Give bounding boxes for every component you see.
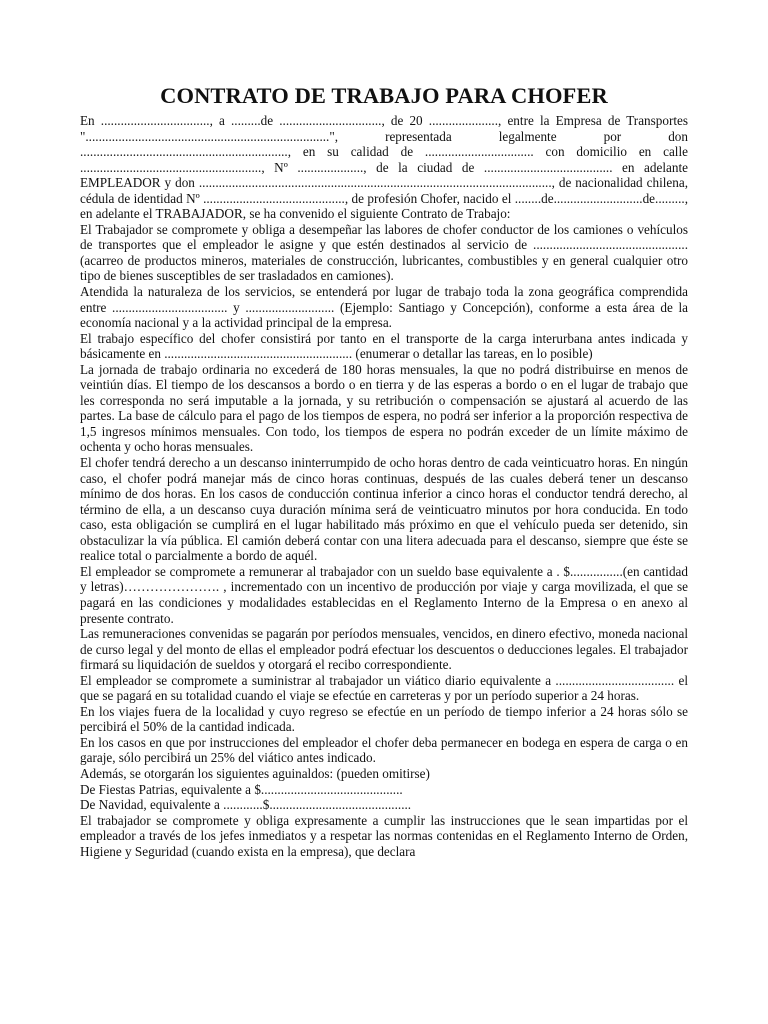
paragraph-rest-periods: El chofer tendrá derecho a un descanso ininterrumpido de ocho horas dentro de cada veinticuatro horas. En ningún caso, el chofer podrá manejar más de cinco horas continuas, después de las cuales deberá tener un descanso mínimo de dos horas. En los casos de conducción continua inferior a cinco horas el conductor tendrá derecho, al término de ella, a un descanso cuya duración mínima será de veinticuatro minutos por hora conducida. En todo caso, esta obligación se cumplirá en el lugar habilitado más próximo en que el vehículo pueda ser detenido, sin obstaculizar la vía pública. El camión deberá contar con una litera adecuada para el descanso, siempre que éste se realice total o parcialmente a bordo de aquél. [80,455,688,564]
paragraph-short-trips: En los viajes fuera de la localidad y cuyo regreso se efectúe en un período de tiempo inferior a 24 horas sólo se percibirá el 50% de la cantidad indicada. [80,703,688,735]
document-page [80,82,688,859]
paragraph-bonus-fiestas-patrias: De Fiestas Patrias, equivalente a $........................................... [80,781,403,797]
paragraph-bonuses: Además, se otorgarán los siguientes aguinaldos: (pueden omitirse) [80,765,430,781]
paragraph-obligations: El trabajador se compromete y obliga expresamente a cumplir las instrucciones que le sean impartidas por el empleador a través de los jefes inmediatos y a respetar las normas contenidas en el Reglamento Interno de Orden, Higiene y Seguridad (cuando exista en la empresa), que declara [80,812,688,859]
paragraph-parties: En ................................., a .........de ..............................., de 20 ....................., entre la Empresa de Transportes "..........................................................................", representada legalmente por don ..............................................................., en su calidad de ................................. con domicilio en calle ......................................................., Nº ...................., de la ciudad de ....................................... en adelante EMPLEADOR y don ..........................................................................................................., de nacionalidad chilena, cédula de identidad Nº ..........................................., de profesión Chofer, nacido el ........de...........................de........., en adelante el TRABAJADOR, se ha convenido el siguiente Contrato de Trabajo: [80,113,688,222]
paragraph-payment: Las remuneraciones convenidas se pagarán por períodos mensuales, vencidos, en dinero efectivo, moneda nacional de curso legal y del monto de ellas el empleador podrá efectuar los descuentos o deducciones legales. El trabajador firmará su liquidación de sueldos y otorgará el recibo correspondiente. [80,626,688,673]
paragraph-specific-work: El trabajo específico del chofer consistirá por tanto en el transporte de la carga interurbana antes indicada y básicamente en ......................................................... (enumerar o detallar las tareas, en lo posible) [80,330,688,362]
paragraph-working-hours: La jornada de trabajo ordinaria no excederá de 180 horas mensuales, la que no podrá distribuirse en menos de veintiún días. El tiempo de los descansos a bordo o en tierra y de las esperas a bordo o en el lugar de trabajo que les corresponda no será imputable a la jornada, y su retribución o compensación se ajustará al acuerdo de las partes. La base de cálculo para el pago de los tiempos de espera, no podrá ser inferior a la proporción respectiva de 1,5 ingresos mínimos mensuales. Con todo, los tiempos de espera no podrán exceder de un límite máximo de ochenta y ocho horas mensuales. [80,361,688,455]
paragraph-duties: El Trabajador se compromete y obliga a desempeñar las labores de chofer conductor de los camiones o vehículos de transportes que el empleador le asigne y que estén destinados al servicio de ............................................... (acarreo de productos mineros, materiales de construcción, lubricantes, combustibles y en general cualquier otro tipo de bienes susceptibles de ser trasladados en camiones). [80,221,688,284]
paragraph-bonus-navidad: De Navidad, equivalente a ............$........................................... [80,797,412,813]
paragraph-salary: El empleador se compromete a remunerar al trabajador con un sueldo base equivalente a . $................(en cantidad y letras)…………………. , incrementado con un incentivo de producción por viaje y carga movilizada, el que se pagará en las condiciones y modalidades establecidas en el Reglamento Interno de la Empresa o en anexo al presente contrato. [80,563,688,626]
paragraph-allowance: El empleador se compromete a suministrar al trabajador un viático diario equivalente a .................................... el que se pagará en su totalidad cuando el viaje se efectúe en carreteras y por un período superior a 24 horas. [80,672,688,704]
paragraph-waiting: En los casos en que por instrucciones del empleador el chofer deba permanecer en bodega en espera de carga o en garaje, sólo percibirá un 25% del viático antes indicado. [80,734,688,766]
paragraph-work-zone: Atendida la naturaleza de los servicios, se entenderá por lugar de trabajo toda la zona geográfica comprendida entre ................................... y ........................... (Ejemplo: Santiago y Concepción), conforme a esta área de la economía nacional y a la actividad principal de la empresa. [80,284,688,331]
document-title: CONTRATO DE TRABAJO PARA CHOFER [160,83,608,108]
